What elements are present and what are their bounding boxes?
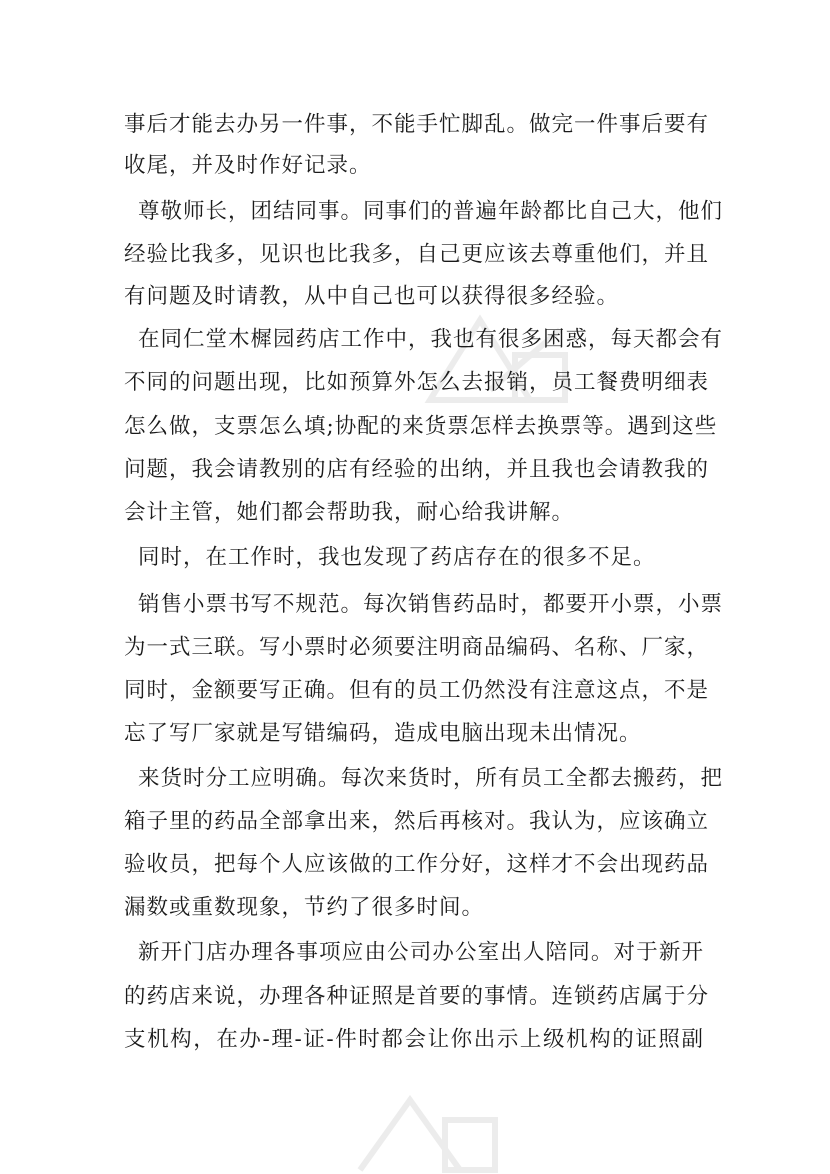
paragraph-line: 为一式三联。写小票时必须要注明商品编码、名称、厂家，	[124, 635, 710, 660]
paragraph-line: 不同的问题出现，比如预算外怎么去报销，员工餐费明细表	[124, 370, 710, 395]
watermark-icon	[420, 300, 580, 420]
paragraph-line: 漏数或重数现象，节约了很多时间。	[124, 895, 485, 920]
paragraph-line: 同时，在工作时，我也发现了药店存在的很多不足。	[138, 545, 656, 570]
paragraph-line: 经验比我多，见识也比我多，自己更应该去尊重他们，并且	[124, 242, 710, 267]
paragraph-line: 忘了写厂家就是写错编码，造成电脑出现未出情况。	[124, 721, 642, 746]
paragraph-line: 验收员，把每个人应该做的工作分好，这样才不会出现药品	[124, 852, 710, 877]
paragraph-line: 事后才能去办另一件事，不能手忙脚乱。做完一件事后要有	[124, 112, 710, 137]
paragraph-line: 箱子里的药品全部拿出来，然后再核对。我认为，应该确立	[124, 809, 710, 834]
paragraph-line: 支机构，在办-理-证-件时都会让你出示上级机构的证照副	[124, 1027, 704, 1052]
paragraph-line: 新开门店办理各事项应由公司办公室出人陪同。对于新开	[138, 940, 704, 965]
paragraph-line: 的药店来说，办理各种证照是首要的事情。连锁药店属于分	[124, 984, 710, 1009]
paragraph-line: 销售小票书写不规范。每次销售药品时，都要开小票，小票	[138, 592, 724, 617]
paragraph-line: 会计主管，她们都会帮助我，耐心给我讲解。	[124, 500, 575, 525]
paragraph-line: 问题，我会请教别的店有经验的出纳，并且我也会请教我的	[124, 457, 710, 482]
paragraph-line: 在同仁堂木樨园药店工作中，我也有很多困惑，每天都会有	[138, 327, 724, 352]
paragraph-line: 同时，金额要写正确。但有的员工仍然没有注意这点，不是	[124, 678, 710, 703]
paragraph-line: 尊敬师长，团结同事。同事们的普遍年龄都比自己大，他们	[138, 199, 724, 224]
watermark-icon	[350, 1090, 510, 1174]
paragraph-line: 来货时分工应明确。每次来货时，所有员工全都去搬药，把	[138, 766, 724, 791]
paragraph-line: 有问题及时请教，从中自己也可以获得很多经验。	[124, 284, 620, 309]
paragraph-line: 怎么做，支票怎么填;协配的来货票怎样去换票等。遇到这些	[124, 414, 718, 439]
paragraph-line: 收尾，并及时作好记录。	[124, 153, 372, 178]
